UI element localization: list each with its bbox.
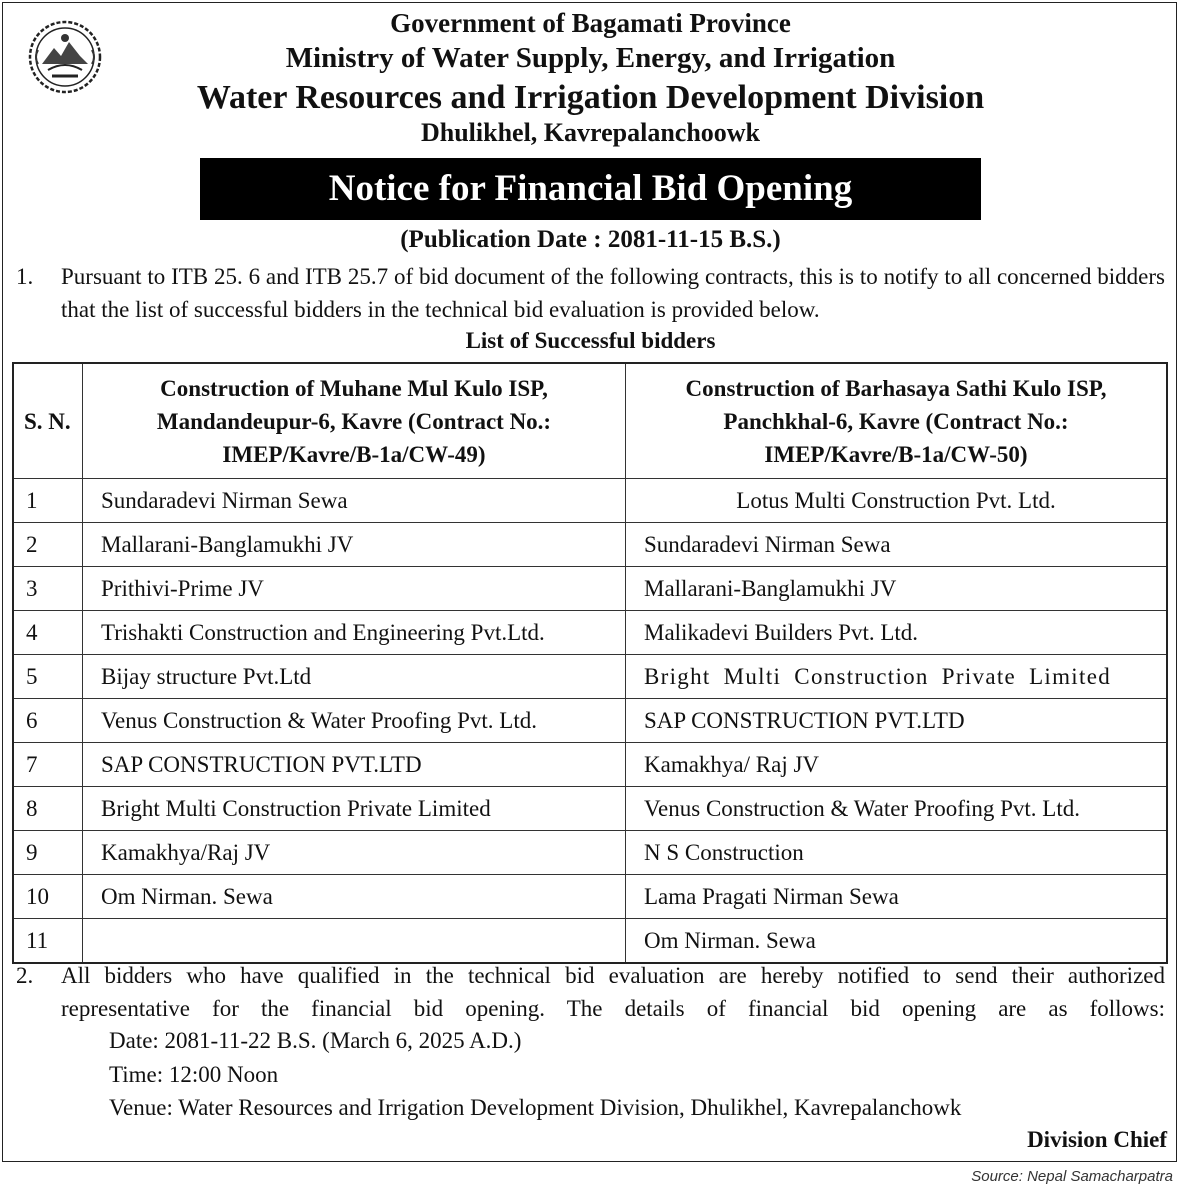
- table-row: [13, 875, 1167, 919]
- contract-1-bidder: [83, 919, 626, 964]
- table-row: [13, 523, 1167, 567]
- source-credit: Source: Nepal Samacharpatra: [971, 1168, 1173, 1185]
- row-sn: 9: [13, 831, 83, 875]
- table-row: [13, 655, 1167, 699]
- contract-1-bidder: Bright Multi Construction Private Limited: [83, 787, 626, 831]
- contract-2-bidder: Sundaradevi Nirman Sewa: [626, 523, 1168, 567]
- contract-1-bidder: Bijay structure Pvt.Ltd: [83, 655, 626, 699]
- contract-2-bidder: Kamakhya/ Raj JV: [626, 743, 1168, 787]
- contract-2-bidder: Bright Multi Construction Private Limited: [626, 655, 1168, 699]
- row-sn: 2: [13, 523, 83, 567]
- paragraph-2-number: 2.: [16, 963, 34, 988]
- contract-1-bidder: Om Nirman. Sewa: [83, 875, 626, 919]
- table-row: [13, 919, 1167, 964]
- opening-date: Date: 2081-11-22 B.S. (March 6, 2025 A.D.): [109, 1028, 522, 1053]
- location-heading: Dhulikhel, Kavrepalanchoowk: [420, 118, 761, 147]
- contract-1-bidder: Prithivi-Prime JV: [83, 567, 626, 611]
- contract-2-bidder: N S Construction: [626, 831, 1168, 875]
- contract-1-bidder: SAP CONSTRUCTION PVT.LTD: [83, 743, 626, 787]
- publication-date: (Publication Date : 2081-11-15 B.S.): [400, 226, 781, 253]
- sn-header: S. N.: [13, 363, 83, 479]
- contract-2-bidder: Lama Pragati Nirman Sewa: [626, 875, 1168, 919]
- row-sn: 6: [13, 699, 83, 743]
- contract-2-bidder: SAP CONSTRUCTION PVT.LTD: [626, 699, 1168, 743]
- table-row: [13, 831, 1167, 875]
- contract-1-bidder: Trishakti Construction and Engineering Pvt.Ltd.: [83, 611, 626, 655]
- contract-2-bidder: Lotus Multi Construction Pvt. Ltd.: [626, 479, 1168, 523]
- table-header-row: [13, 363, 1167, 479]
- row-sn: 5: [13, 655, 83, 699]
- ministry-heading: Ministry of Water Supply, Energy, and Irrigation: [285, 42, 896, 74]
- contract-1-bidder: Sundaradevi Nirman Sewa: [83, 479, 626, 523]
- table-row: [13, 787, 1167, 831]
- table-row: [13, 699, 1167, 743]
- paragraph-1-text: Pursuant to ITB 25. 6 and ITB 25.7 of bid document of the following contracts, this is to notify to all concerned bidders that the list of successful bidders in the technical bid evaluation is provided below.: [61, 264, 1165, 322]
- row-sn: 1: [13, 479, 83, 523]
- contract-1-bidder: Mallarani-Banglamukhi JV: [83, 523, 626, 567]
- opening-venue: Venue: Water Resources and Irrigation Development Division, Dhulikhel, Kavrepalanchowk: [109, 1095, 962, 1120]
- row-sn: 3: [13, 567, 83, 611]
- contract-2-header: Construction of Barhasaya Sathi Kulo ISP, Panchkhal-6, Kavre (Contract No.: IMEP/Kavre/B-1a/CW-50): [626, 363, 1168, 479]
- row-sn: 7: [13, 743, 83, 787]
- row-sn: 4: [13, 611, 83, 655]
- contract-1-bidder: Venus Construction & Water Proofing Pvt. Ltd.: [83, 699, 626, 743]
- contract-2-bidder: Malikadevi Builders Pvt. Ltd.: [626, 611, 1168, 655]
- successful-bidders-table: [12, 362, 1168, 964]
- contract-1-header: Construction of Muhane Mul Kulo ISP, Mandandeupur-6, Kavre (Contract No.: IMEP/Kavre/B-1a/CW-49): [83, 363, 626, 479]
- division-heading: Water Resources and Irrigation Development Division: [196, 79, 985, 116]
- signature-division-chief: Division Chief: [1027, 1127, 1167, 1152]
- government-heading: Government of Bagamati Province: [390, 8, 791, 38]
- opening-time: Time: 12:00 Noon: [109, 1062, 279, 1087]
- table-row: [13, 567, 1167, 611]
- table-row: [13, 743, 1167, 787]
- notice-title-banner: Notice for Financial Bid Opening: [200, 158, 981, 220]
- row-sn: 8: [13, 787, 83, 831]
- row-sn: 10: [13, 875, 83, 919]
- contract-1-bidder: Kamakhya/Raj JV: [83, 831, 626, 875]
- contract-2-bidder: Venus Construction & Water Proofing Pvt. Ltd.: [626, 787, 1168, 831]
- list-title: List of Successful bidders: [465, 328, 716, 353]
- contract-2-bidder: Om Nirman. Sewa: [626, 919, 1168, 964]
- paragraph-1-number: 1.: [16, 264, 34, 289]
- paragraph-2-text: All bidders who have qualified in the technical bid evaluation are hereby notified to send their authorized representative for the financial bid opening. The details of financial bid opening are as follows:: [61, 963, 1165, 1021]
- table-row: [13, 611, 1167, 655]
- row-sn: 11: [13, 919, 83, 964]
- table-row: [13, 479, 1167, 523]
- contract-2-bidder: Mallarani-Banglamukhi JV: [626, 567, 1168, 611]
